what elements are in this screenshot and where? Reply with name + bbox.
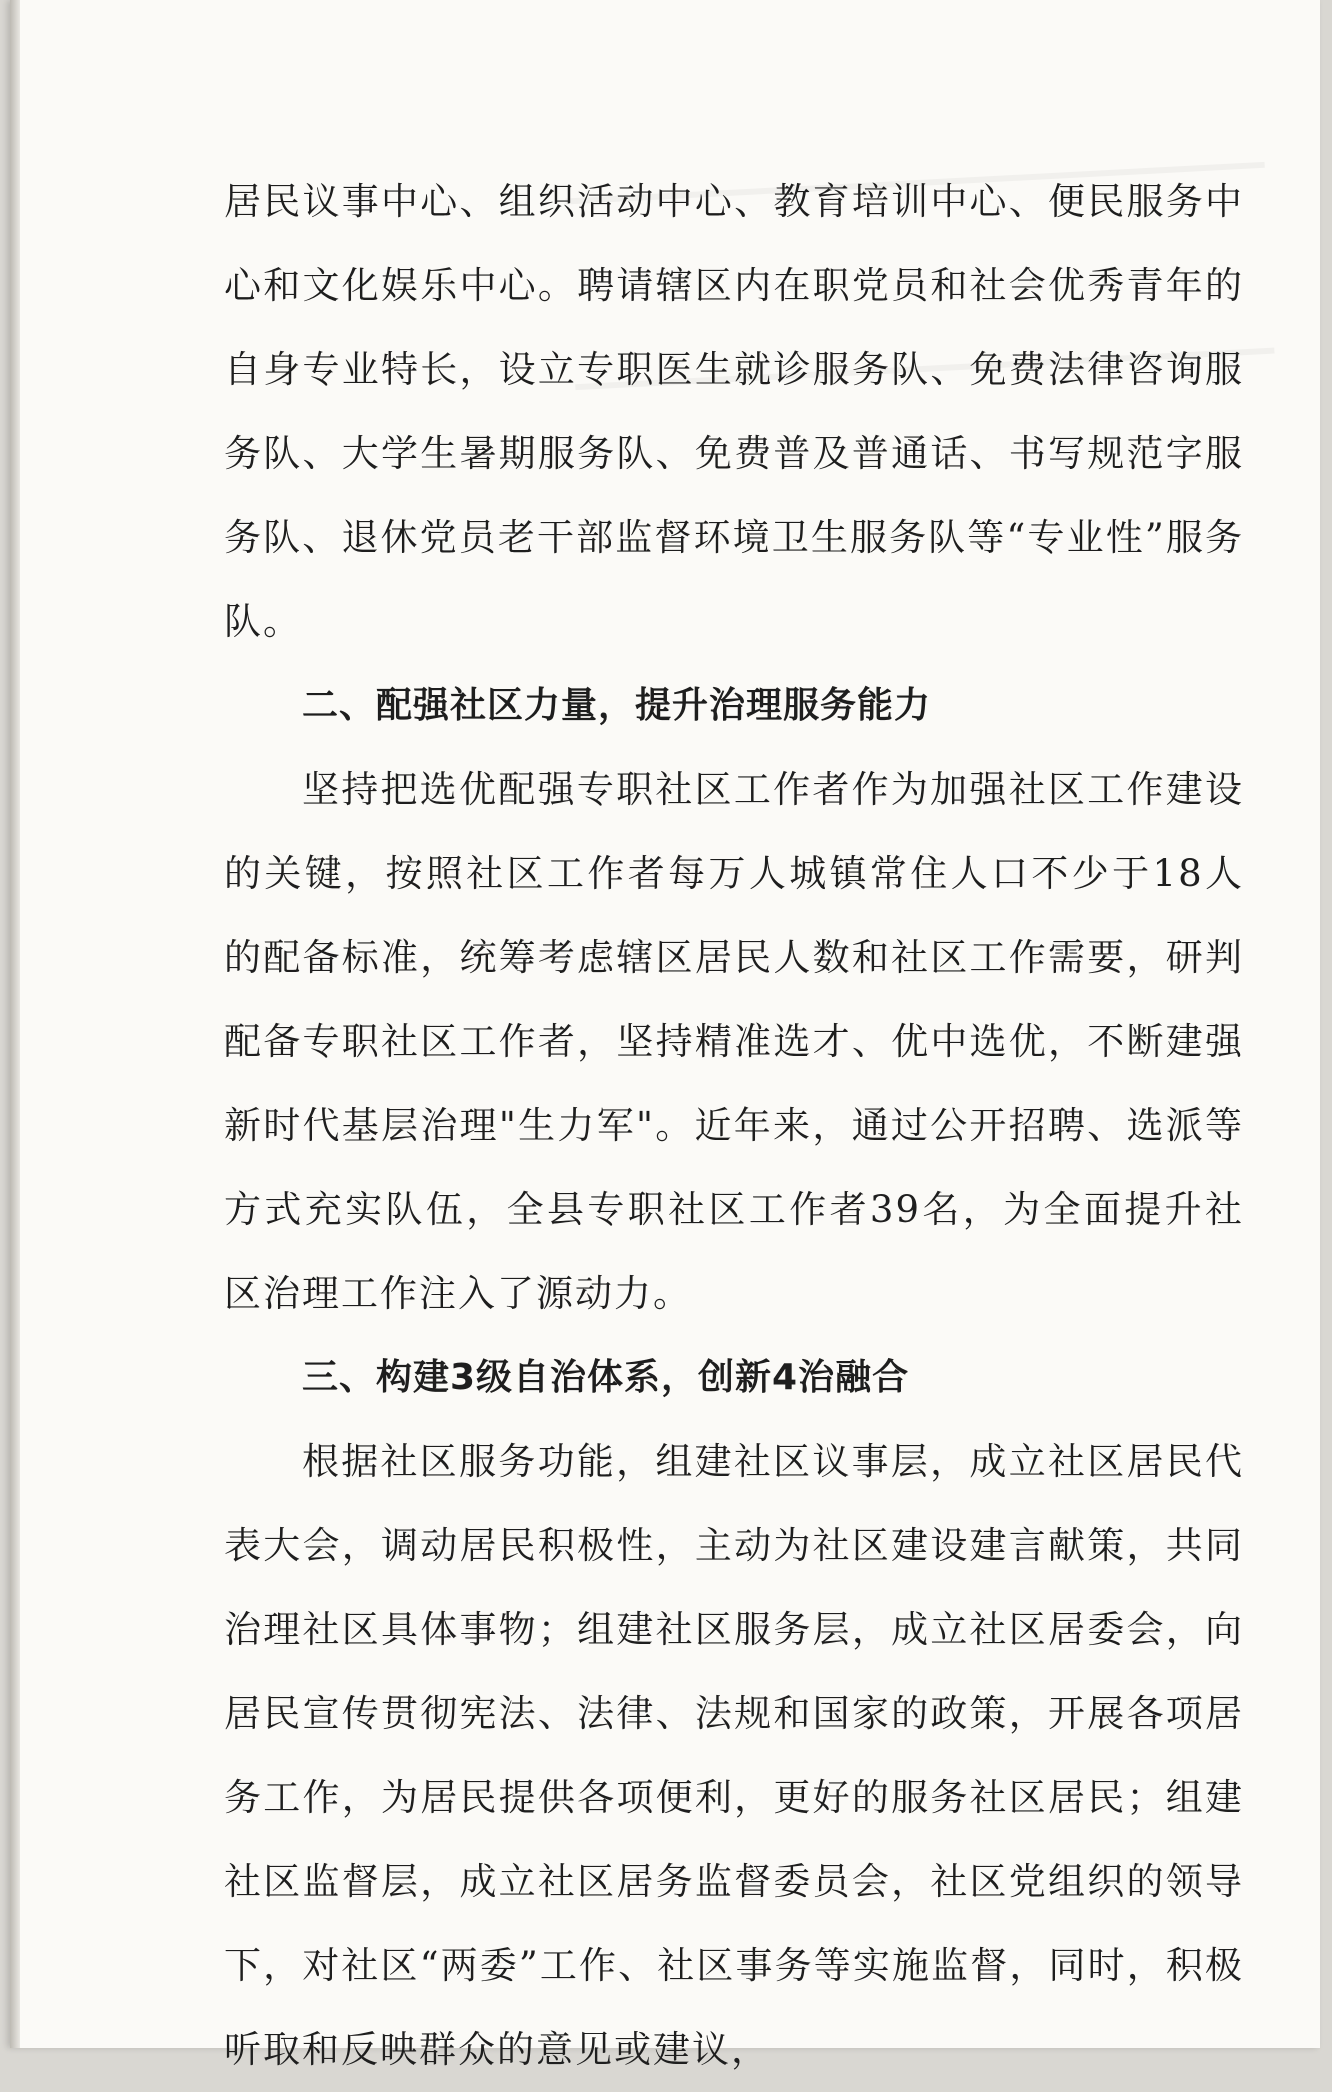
paragraph-section-3: 根据社区服务功能，组建社区议事层，成立社区居民代表大会，调动居民积极性，主动为社区建设建言献策，共同治理社区具体事物；组建社区服务层，成立社区居委会，向居民宣传贯彻宪法、法律、法规和国家的政策，开展各项居务工作，为居民提供各项便利，更好的服务社区居民；组建社区监督层，成立社区居务监督委员会，社区党组织的领导下，对社区“两委”工作、社区事务等实施监督，同时，积极听取和反映群众的意见或建议， bbox=[224, 1440, 1244, 2071]
section-heading-3: 三、构建3级自治体系，创新4治融合 bbox=[302, 1357, 910, 1398]
paragraph-continued: 居民议事中心、组织活动中心、教育培训中心、便民服务中心和文化娱乐中心。聘请辖区内在职党员和社会优秀青年的自身专业特长，设立专职医生就诊服务队、免费法律咨询服务队、大学生暑期服务队、免费普及普通话、书写规范字服务队、退休党员老干部监督环境卫生服务队等“专业性”服务队。 bbox=[224, 180, 1244, 643]
document-page bbox=[10, 0, 1320, 2071]
section-heading-2: 二、配强社区力量，提升治理服务能力 bbox=[302, 685, 932, 726]
paragraph-section-2: 坚持把选优配强专职社区工作者作为加强社区工作建设的关键，按照社区工作者每万人城镇常住人口不少于18人的配备标准，统筹考虑辖区居民人数和社区工作需要，研判配备专职社区工作者，坚持精准选才、优中选优，不断建强新时代基层治理"生力军"。近年来，通过公开招聘、选派等方式充实队伍，全县专职社区工作者39名，为全面提升社区治理工作注入了源动力。 bbox=[224, 768, 1244, 1315]
page-left-edge bbox=[10, 0, 20, 2048]
document-body bbox=[224, 160, 1244, 2092]
